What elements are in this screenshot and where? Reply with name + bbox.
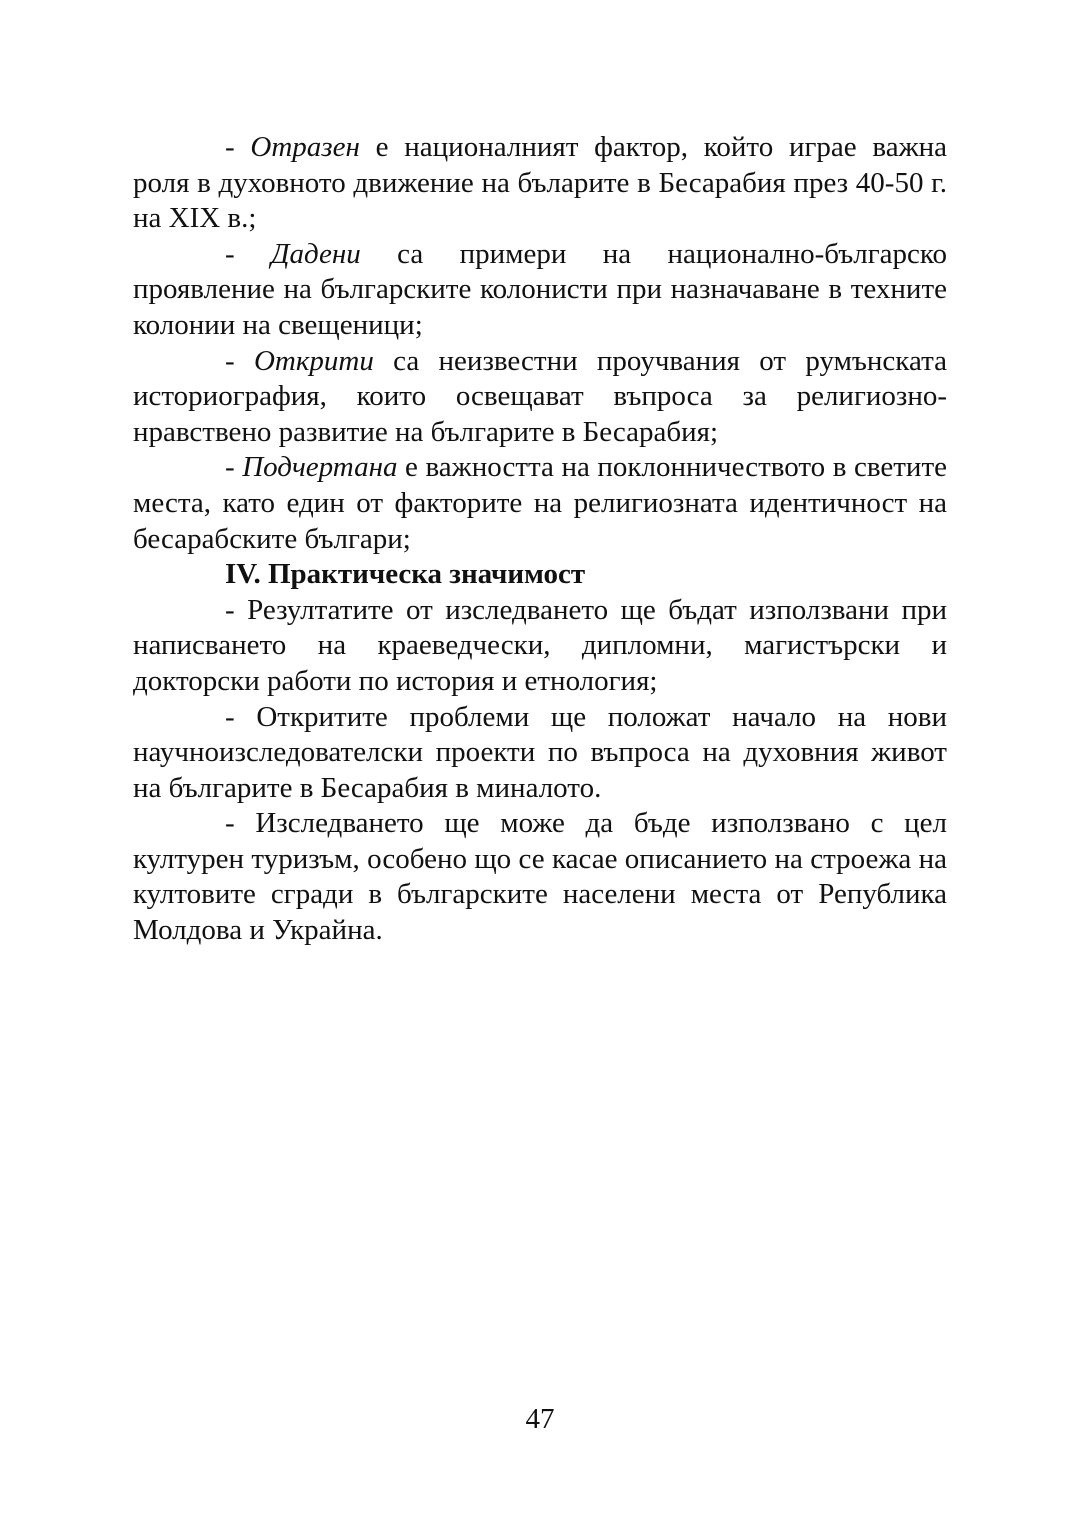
- lead-word: Дадени: [271, 237, 361, 270]
- lead-word: Открити: [253, 344, 374, 377]
- page-body: [133, 130, 947, 949]
- contribution-paragraph: - Подчертана е важността на поклонничеството в светите места, като един от факторите на религиозната идентичност на бесарабските българи;: [133, 451, 947, 555]
- paragraph-text: е важността на поклонничеството в светите места, като един от факторите на религиозната идентичност на бесарабските българи;: [133, 451, 947, 555]
- paragraph-text: са неизвестни проучвания от румънската историография, които освещават въпроса за религиозно-нравствено развитие на българите в Бесарабия;: [133, 344, 947, 448]
- contribution-paragraph: - Открити са неизвестни проучвания от румънската историография, които освещават въпроса за религиозно-нравствено развитие на българите в Бесарабия;: [133, 344, 947, 448]
- page-number: 47: [525, 1403, 555, 1435]
- section-heading: IV. Практическа значимост: [225, 558, 586, 591]
- lead-word: Отразен: [250, 131, 360, 163]
- lead-word: Подчертана: [242, 451, 398, 484]
- significance-paragraph: - Изследването ще може да бъде използвано с цел културен туризъм, особено що се касае описанието на строежа на култовите сгради в българските населени места от Република Молдова и Украйна.: [133, 807, 947, 947]
- significance-paragraph: - Резултатите от изследването ще бъдат използвани при написването на краеведчески, дипломни, магистърски и докторски работи по история и етнология;: [133, 593, 947, 697]
- contribution-paragraph: - Дадени са примери на национално-българско проявление на българските колонисти при назначаване в техните колонии на свещеници;: [133, 237, 947, 341]
- paragraph-text: са примери на национално-българско проявление на българските колонисти при назначаване в техните колонии на свещеници;: [133, 237, 947, 341]
- paragraph-text: е националният фактор, който играе важна роля в духовното движение на бъларите в Бесарабия през 40-50 г. на XIX в.;: [133, 131, 947, 235]
- significance-paragraph: - Откритите проблеми ще положат начало на нови научноизследователски проекти по въпроса на духовния живот на българите в Бесарабия в миналото.: [133, 700, 947, 804]
- contribution-paragraph: - Отразен е националният фактор, който играе важна роля в духовното движение на бъларите в Бесарабия през 40-50 г. на XIX в.;: [133, 131, 947, 235]
